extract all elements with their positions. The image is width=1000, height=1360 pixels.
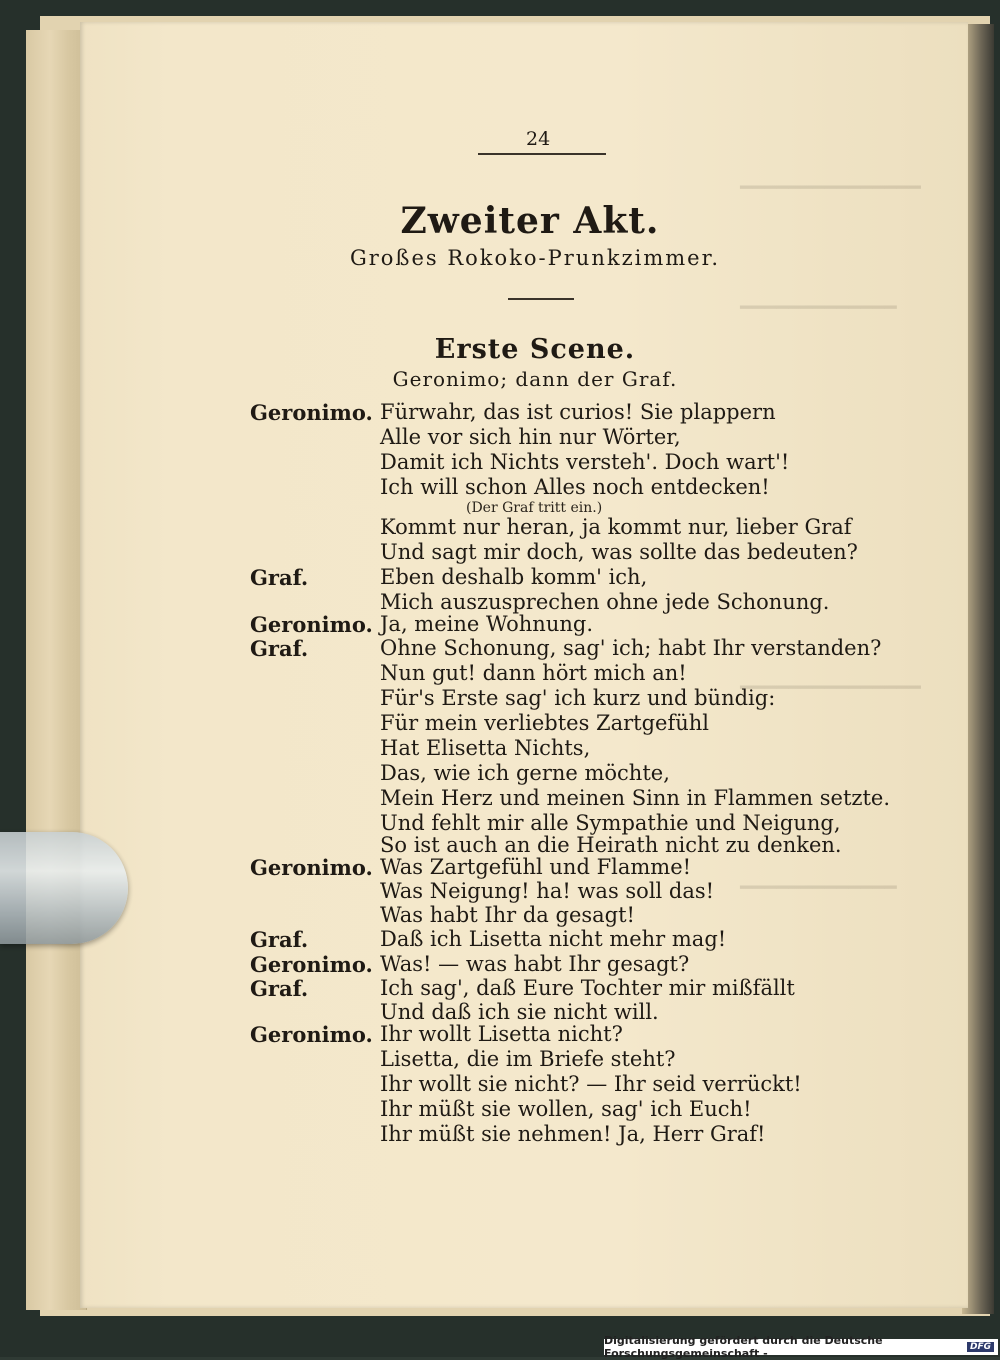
verse-line: Ich sag', daß Eure Tochter mir mißfällt bbox=[380, 976, 795, 1000]
verse-line: Daß ich Lisetta nicht mehr mag! bbox=[380, 927, 727, 951]
bleed-through-texture: ━━━━━━━━━━━━━━━ ━━━━━━━━━━━━━ ━━━━━━━━━━━━━━━ ━━━━━━━━━━━━━ bbox=[740, 175, 921, 899]
verse-line: Eben deshalb komm' ich, bbox=[380, 565, 648, 589]
stage-direction: (Der Graf tritt ein.) bbox=[466, 500, 603, 516]
scene-cast: Geronimo; dann der Graf. bbox=[392, 367, 678, 391]
verse-line: Und sagt mir doch, was sollte das bedeuten? bbox=[380, 540, 858, 564]
speaker-name: Geronimo. bbox=[250, 1022, 373, 1047]
verse-line: Nun gut! dann hört mich an! bbox=[380, 661, 687, 685]
verse-line: Das, wie ich gerne möchte, bbox=[380, 761, 670, 785]
speaker-name: Geronimo. bbox=[250, 952, 373, 977]
verse-line: Was Zartgefühl und Flamme! bbox=[380, 855, 692, 879]
verse-line: Und fehlt mir alle Sympathie und Neigung, bbox=[380, 811, 841, 835]
verse-line: Was Neigung! ha! was soll das! bbox=[380, 879, 715, 903]
verse-line: Ohne Schonung, sag' ich; habt Ihr verstanden? bbox=[380, 636, 882, 660]
act-title: Zweiter Akt. bbox=[400, 200, 660, 242]
page-holder-clip bbox=[0, 832, 128, 944]
header-rule bbox=[478, 153, 606, 155]
verse-line: Damit ich Nichts versteh'. Doch wart'! bbox=[380, 450, 790, 474]
dfg-logo: DFG bbox=[967, 1342, 994, 1352]
verse-line: Ihr wollt Lisetta nicht? bbox=[380, 1022, 623, 1046]
verse-line: Für's Erste sag' ich kurz und bündig: bbox=[380, 686, 776, 710]
verse-line: Ja, meine Wohnung. bbox=[380, 612, 593, 636]
verse-line: Ihr müßt sie nehmen! Ja, Herr Graf! bbox=[380, 1122, 766, 1146]
scene-title: Erste Scene. bbox=[434, 334, 636, 365]
funding-note: Digitalisierung gefördert durch die Deutsche Forschungsgemeinschaft - bbox=[604, 1334, 883, 1360]
verse-line: Ihr müßt sie wollen, sag' ich Euch! bbox=[380, 1097, 752, 1121]
verse-line: Ihr wollt sie nicht? — Ihr seid verrückt! bbox=[380, 1072, 802, 1096]
funding-footer bbox=[604, 1334, 998, 1360]
verse-line: Ich will schon Alles noch entdecken! bbox=[380, 475, 770, 499]
scene-setting: Großes Rokoko-Prunkzimmer. bbox=[349, 246, 721, 270]
verse-line: Kommt nur heran, ja kommt nur, lieber Graf bbox=[380, 515, 852, 539]
verse-line: So ist auch an die Heirath nicht zu denken. bbox=[380, 833, 842, 857]
verse-line: Was! — was habt Ihr gesagt? bbox=[380, 952, 690, 976]
verse-line: Und daß ich sie nicht will. bbox=[380, 1000, 659, 1024]
page-number: 24 bbox=[526, 128, 551, 150]
speaker-name: Graf. bbox=[250, 927, 309, 952]
speaker-name: Graf. bbox=[250, 976, 309, 1001]
speaker-name: Geronimo. bbox=[250, 612, 373, 637]
verse-line: Mein Herz und meinen Sinn in Flammen setzte. bbox=[380, 786, 890, 810]
verse-line: Mich auszusprechen ohne jede Schonung. bbox=[380, 590, 830, 614]
speaker-name: Graf. bbox=[250, 565, 309, 590]
speaker-name: Graf. bbox=[250, 636, 309, 661]
verse-line: Fürwahr, das ist curios! Sie plappern bbox=[380, 400, 776, 424]
verse-line: Lisetta, die im Briefe steht? bbox=[380, 1047, 676, 1071]
speaker-name: Geronimo. bbox=[250, 855, 373, 880]
verse-line: Alle vor sich hin nur Wörter, bbox=[380, 425, 681, 449]
speaker-name: Geronimo. bbox=[250, 400, 373, 425]
verse-line: Für mein verliebtes Zartgefühl bbox=[380, 711, 710, 735]
verse-line: Hat Elisetta Nichts, bbox=[380, 736, 591, 760]
verse-line: Was habt Ihr da gesagt! bbox=[380, 903, 635, 927]
section-rule bbox=[508, 298, 574, 300]
